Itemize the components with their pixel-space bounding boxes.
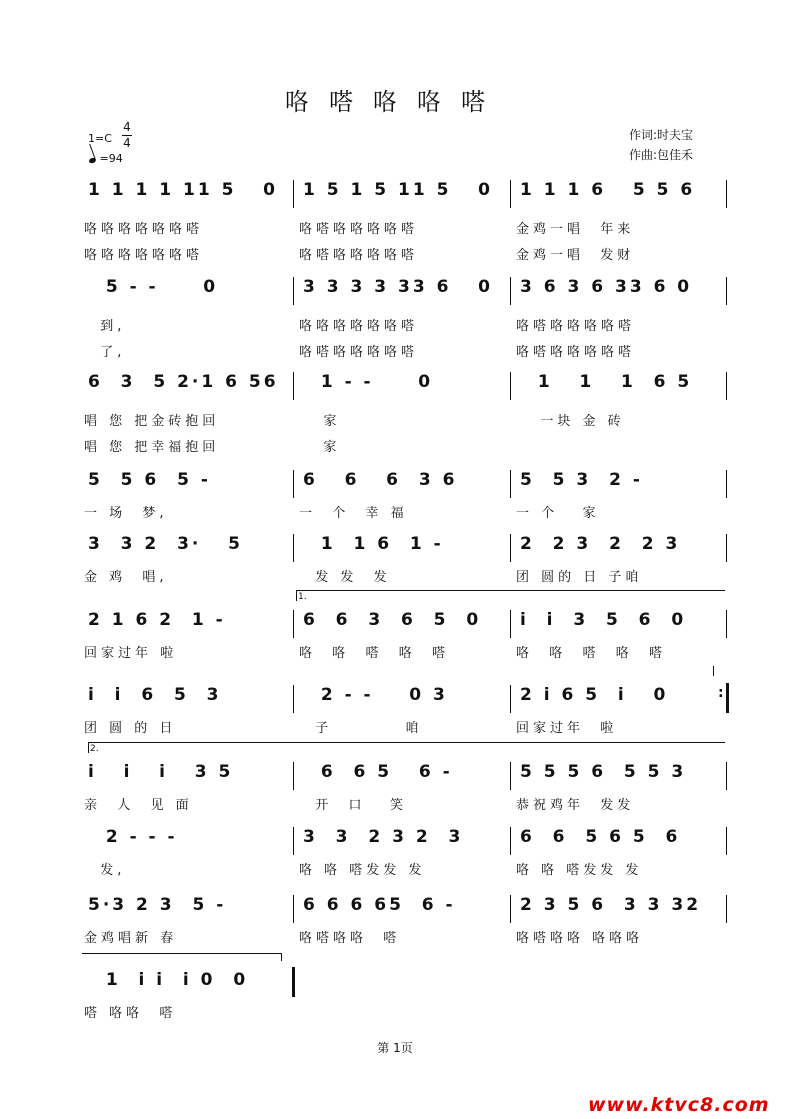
lyric-measure bbox=[295, 717, 510, 735]
note-row bbox=[80, 683, 730, 709]
lyric-measure bbox=[295, 436, 510, 454]
measure-notes: 1 1 1 1 11 5 0 bbox=[88, 180, 278, 200]
lyric-row bbox=[80, 341, 730, 359]
lyric-text: 咯咯咯咯咯咯嗒 bbox=[299, 319, 419, 334]
lyric-measure bbox=[512, 244, 727, 262]
final-bar bbox=[292, 967, 295, 997]
page-number: 第 1页 bbox=[377, 1041, 413, 1055]
lyric-text: 发 发 发 bbox=[299, 570, 391, 585]
note-row bbox=[80, 275, 730, 301]
measure bbox=[80, 370, 295, 396]
measure-notes: 3 3 2 3· 5 bbox=[88, 534, 243, 554]
measure-notes: 6 6 5 6 - bbox=[303, 762, 453, 782]
barline bbox=[726, 895, 727, 923]
measure-notes: 5 5 3 2 - bbox=[520, 470, 643, 490]
lyric-text: 回家过年 啦 bbox=[84, 646, 178, 661]
measure bbox=[512, 532, 727, 558]
measure-notes: 5 - - 0 bbox=[88, 277, 219, 297]
measure bbox=[80, 893, 295, 919]
barline bbox=[293, 685, 294, 713]
lyric-text: 咯嗒咯咯咯咯嗒 bbox=[516, 319, 636, 334]
lyric-text: 回家过年 啦 bbox=[516, 721, 618, 736]
barline bbox=[726, 277, 727, 305]
measure-notes: i i i 3 5 bbox=[88, 762, 234, 782]
lyric-text: 家 bbox=[299, 440, 341, 455]
lyric-text: 咯 咯 嗒 咯 嗒 bbox=[516, 646, 667, 661]
lyric-measure bbox=[512, 341, 727, 359]
measure bbox=[80, 275, 295, 301]
measure-notes: 1 1 1 6 5 bbox=[520, 372, 693, 392]
lyricist: 作词:时夫宝 bbox=[629, 128, 694, 142]
barline bbox=[726, 534, 727, 562]
lyric-measure bbox=[80, 859, 295, 877]
lyric-measure bbox=[80, 436, 295, 454]
lyric-measure bbox=[80, 244, 295, 262]
lyric-text: 家 bbox=[299, 414, 341, 429]
lyric-text: 咯嗒咯咯咯咯嗒 bbox=[516, 345, 636, 360]
measure-notes: 1 i i i 0 0 bbox=[88, 970, 249, 990]
barline bbox=[726, 470, 727, 498]
lyric-measure bbox=[80, 566, 295, 584]
time-signature bbox=[122, 121, 132, 150]
lyric-row bbox=[80, 949, 730, 967]
lyric-text: 亲 人 见 面 bbox=[84, 798, 193, 813]
lyric-measure bbox=[512, 794, 727, 812]
measure bbox=[512, 275, 727, 301]
lyric-measure bbox=[512, 717, 727, 735]
measure-notes: 2 2 3 2 2 3 bbox=[520, 534, 681, 554]
barline bbox=[510, 610, 511, 638]
measure-notes: 6 3 5 2·1 6 56 bbox=[88, 372, 279, 392]
lyric-row bbox=[80, 859, 730, 877]
measure bbox=[295, 532, 510, 558]
lyric-text: 金鸡一唱 发财 bbox=[516, 248, 635, 263]
measure bbox=[512, 683, 727, 709]
lyric-measure bbox=[80, 927, 295, 945]
measure bbox=[295, 893, 510, 919]
lyric-row bbox=[80, 566, 730, 584]
barline bbox=[510, 372, 511, 400]
volta-2-label: 2. bbox=[90, 744, 99, 754]
watermark: www.ktvc8.com bbox=[588, 1094, 770, 1116]
measure-notes: 2 3 5 6 3 3 32 bbox=[520, 895, 702, 915]
measure bbox=[512, 760, 727, 786]
measure-notes: 1 - - 0 bbox=[303, 372, 434, 392]
measure bbox=[512, 968, 727, 994]
volta-1-label: 1. bbox=[298, 592, 307, 602]
lyric-row bbox=[80, 717, 730, 735]
volta-2 bbox=[88, 742, 725, 753]
lyric-text: 到, bbox=[84, 319, 126, 334]
key-signature: 1=C bbox=[88, 132, 112, 145]
lyric-measure bbox=[295, 341, 510, 359]
lyric-measure bbox=[512, 927, 727, 945]
lyric-measure bbox=[295, 244, 510, 262]
lyric-measure bbox=[512, 218, 727, 236]
measure-notes: i i 6 5 3 bbox=[88, 685, 222, 705]
measure-notes: 3 3 2 3 2 3 bbox=[303, 827, 464, 847]
lyric-text: 一块 金 砖 bbox=[516, 414, 625, 429]
measure bbox=[295, 178, 510, 204]
lyric-measure bbox=[80, 588, 295, 606]
lyric-row bbox=[80, 315, 730, 333]
measure bbox=[80, 468, 295, 494]
measure-notes: 2 1 6 2 1 - bbox=[88, 610, 226, 630]
lyric-measure bbox=[80, 717, 295, 735]
lyric-text: 咯咯咯咯咯咯嗒 bbox=[84, 248, 204, 263]
lyric-measure bbox=[512, 1002, 727, 1020]
measure bbox=[80, 532, 295, 558]
measure bbox=[295, 968, 510, 994]
volta-end-tick bbox=[281, 953, 282, 961]
lyric-measure bbox=[295, 927, 510, 945]
measure-notes: 2 - - - bbox=[88, 827, 178, 847]
lyric-measure bbox=[295, 664, 510, 682]
lyric-text: 发, bbox=[84, 863, 126, 878]
measure bbox=[80, 178, 295, 204]
lyric-text: 开 口 笑 bbox=[299, 798, 407, 813]
barline bbox=[510, 827, 511, 855]
meter-top: 4 bbox=[123, 120, 131, 134]
measure-notes: 5·3 2 3 5 - bbox=[88, 895, 227, 915]
barline bbox=[726, 372, 727, 400]
meter-bottom: 4 bbox=[123, 136, 131, 150]
lyric-text: 团 圆 的 日 bbox=[84, 721, 177, 736]
measure bbox=[295, 683, 510, 709]
lyric-row bbox=[80, 410, 730, 428]
note-row bbox=[80, 608, 730, 634]
lyric-text: 咯嗒咯咯 嗒 bbox=[299, 931, 401, 946]
lyric-measure bbox=[295, 315, 510, 333]
measure-notes: 2 - - 0 3 bbox=[303, 685, 448, 705]
lyric-measure bbox=[512, 436, 727, 454]
measure-notes: 1 1 1 6 5 5 6 bbox=[520, 180, 696, 200]
lyric-measure bbox=[80, 315, 295, 333]
lyric-measure bbox=[295, 859, 510, 877]
barline bbox=[726, 827, 727, 855]
lyric-text: 咯嗒咯咯咯咯嗒 bbox=[299, 248, 419, 263]
lyric-text: 唱 您 把幸福抱回 bbox=[84, 440, 220, 455]
lyric-measure bbox=[295, 794, 510, 812]
note-row bbox=[80, 968, 730, 994]
lyric-measure bbox=[80, 502, 295, 520]
barline bbox=[293, 470, 294, 498]
lyric-row bbox=[80, 642, 730, 660]
measure bbox=[295, 608, 510, 634]
lyric-text: 咯 咯 嗒 咯 嗒 bbox=[299, 646, 450, 661]
measure bbox=[295, 370, 510, 396]
lyric-text: 咯嗒咯咯 咯咯咯 bbox=[516, 931, 644, 946]
lyric-measure bbox=[295, 218, 510, 236]
note-row bbox=[80, 532, 730, 558]
lyric-text: 唱 您 把金砖抱回 bbox=[84, 414, 220, 429]
lyric-measure bbox=[80, 949, 295, 967]
barline bbox=[510, 685, 511, 713]
barline bbox=[293, 277, 294, 305]
note-row bbox=[80, 760, 730, 786]
measure-notes: i i 3 5 6 0 bbox=[520, 610, 687, 630]
measure bbox=[512, 370, 727, 396]
lyric-text: 嗒 咯咯 嗒 bbox=[84, 1006, 177, 1021]
lyric-text: 子 咱 bbox=[299, 721, 423, 736]
barline bbox=[510, 534, 511, 562]
lyric-measure bbox=[512, 410, 727, 428]
measure bbox=[512, 178, 727, 204]
lyric-text: 咯 咯 嗒发发 发 bbox=[299, 863, 426, 878]
note-row bbox=[80, 893, 730, 919]
lyric-measure bbox=[512, 664, 727, 682]
measure bbox=[295, 468, 510, 494]
measure-notes: 3 6 3 6 33 6 0 bbox=[520, 277, 693, 297]
lyric-row bbox=[80, 244, 730, 262]
lyric-measure bbox=[512, 859, 727, 877]
lyric-text: 咯嗒咯咯咯咯嗒 bbox=[299, 222, 419, 237]
measure-notes: 1 5 1 5 11 5 0 bbox=[303, 180, 493, 200]
volta-end-rule bbox=[82, 953, 282, 954]
lyric-measure bbox=[512, 949, 727, 967]
lyric-measure bbox=[80, 794, 295, 812]
lyric-text: 一 个 家 bbox=[516, 506, 600, 521]
barline bbox=[293, 610, 294, 638]
barline bbox=[726, 762, 727, 790]
measure-notes: 1 1 6 1 - bbox=[303, 534, 444, 554]
lyric-measure bbox=[295, 949, 510, 967]
lyric-measure bbox=[295, 566, 510, 584]
measure bbox=[512, 608, 727, 634]
note-row bbox=[80, 825, 730, 851]
lyric-row bbox=[80, 436, 730, 454]
note-row bbox=[80, 468, 730, 494]
lyric-measure bbox=[80, 218, 295, 236]
barline bbox=[293, 372, 294, 400]
measure bbox=[80, 825, 295, 851]
composer: 作曲:包佳禾 bbox=[629, 148, 694, 162]
volta-1 bbox=[296, 590, 725, 601]
barline bbox=[510, 277, 511, 305]
lyric-text: 咯 咯 嗒发发 发 bbox=[516, 863, 643, 878]
measure bbox=[295, 275, 510, 301]
repeat-dots: : bbox=[718, 685, 724, 701]
measure bbox=[80, 968, 295, 994]
lyric-row bbox=[80, 1002, 730, 1020]
lyric-measure bbox=[80, 341, 295, 359]
measure bbox=[512, 825, 727, 851]
measure-notes: 3 3 3 3 33 6 0 bbox=[303, 277, 493, 297]
lyric-text: 金鸡唱新 春 bbox=[84, 931, 178, 946]
lyric-text: 金 鸡 唱, bbox=[84, 570, 168, 585]
lyric-row bbox=[80, 927, 730, 945]
lyric-text: 了, bbox=[84, 345, 126, 360]
lyric-text: 团 圆的 日 子咱 bbox=[516, 570, 643, 585]
lyric-row bbox=[80, 794, 730, 812]
barline bbox=[510, 895, 511, 923]
lyric-measure bbox=[80, 642, 295, 660]
lyric-measure bbox=[80, 664, 295, 682]
measure bbox=[295, 760, 510, 786]
lyric-measure bbox=[80, 1002, 295, 1020]
barline bbox=[510, 180, 511, 208]
barline bbox=[510, 762, 511, 790]
barline bbox=[293, 180, 294, 208]
measure bbox=[512, 468, 727, 494]
measure-notes: 6 6 5 6 5 6 bbox=[520, 827, 681, 847]
lyric-text: 恭祝鸡年 发发 bbox=[516, 798, 635, 813]
measure bbox=[512, 893, 727, 919]
measure bbox=[80, 683, 295, 709]
lyric-measure bbox=[295, 502, 510, 520]
measure bbox=[80, 608, 295, 634]
lyric-measure bbox=[295, 410, 510, 428]
measure-notes: 6 6 3 6 5 0 bbox=[303, 610, 482, 630]
credits bbox=[629, 125, 693, 165]
barline bbox=[293, 827, 294, 855]
note-row bbox=[80, 370, 730, 396]
lyric-text: 咯咯咯咯咯咯嗒 bbox=[84, 222, 204, 237]
lyric-row bbox=[80, 218, 730, 236]
repeat-end-bar bbox=[726, 683, 729, 713]
tempo-mark bbox=[89, 152, 123, 165]
measure-notes: 5 5 5 6 5 5 3 bbox=[520, 762, 687, 782]
volta-1-close bbox=[713, 666, 714, 676]
quarter-note-icon bbox=[88, 157, 96, 164]
lyric-measure bbox=[512, 502, 727, 520]
lyric-measure bbox=[512, 566, 727, 584]
lyric-text: 一 个 幸 福 bbox=[299, 506, 408, 521]
lyric-text: 金鸡一唱 年来 bbox=[516, 222, 635, 237]
lyric-measure bbox=[295, 1002, 510, 1020]
barline bbox=[510, 470, 511, 498]
lyric-measure bbox=[512, 642, 727, 660]
measure-notes: 2 i 6 5 i 0 bbox=[520, 685, 669, 705]
lyric-measure bbox=[295, 642, 510, 660]
lyric-row bbox=[80, 664, 730, 682]
tempo-value: =94 bbox=[99, 152, 123, 165]
note-row bbox=[80, 178, 730, 204]
barline bbox=[726, 180, 727, 208]
lyric-measure bbox=[80, 410, 295, 428]
measure-notes: 6 6 6 3 6 bbox=[303, 470, 458, 490]
lyric-measure bbox=[512, 315, 727, 333]
barline bbox=[293, 762, 294, 790]
barline bbox=[293, 534, 294, 562]
barline bbox=[293, 895, 294, 923]
measure-notes: 6 6 6 65 6 - bbox=[303, 895, 456, 915]
page-title: 咯嗒咯咯嗒 bbox=[285, 88, 505, 116]
measure-notes: 5 5 6 5 - bbox=[88, 470, 211, 490]
measure bbox=[295, 825, 510, 851]
lyric-row bbox=[80, 502, 730, 520]
lyric-text: 一 场 梦, bbox=[84, 506, 168, 521]
measure bbox=[80, 760, 295, 786]
lyric-text: 咯嗒咯咯咯咯嗒 bbox=[299, 345, 419, 360]
barline bbox=[726, 610, 727, 638]
